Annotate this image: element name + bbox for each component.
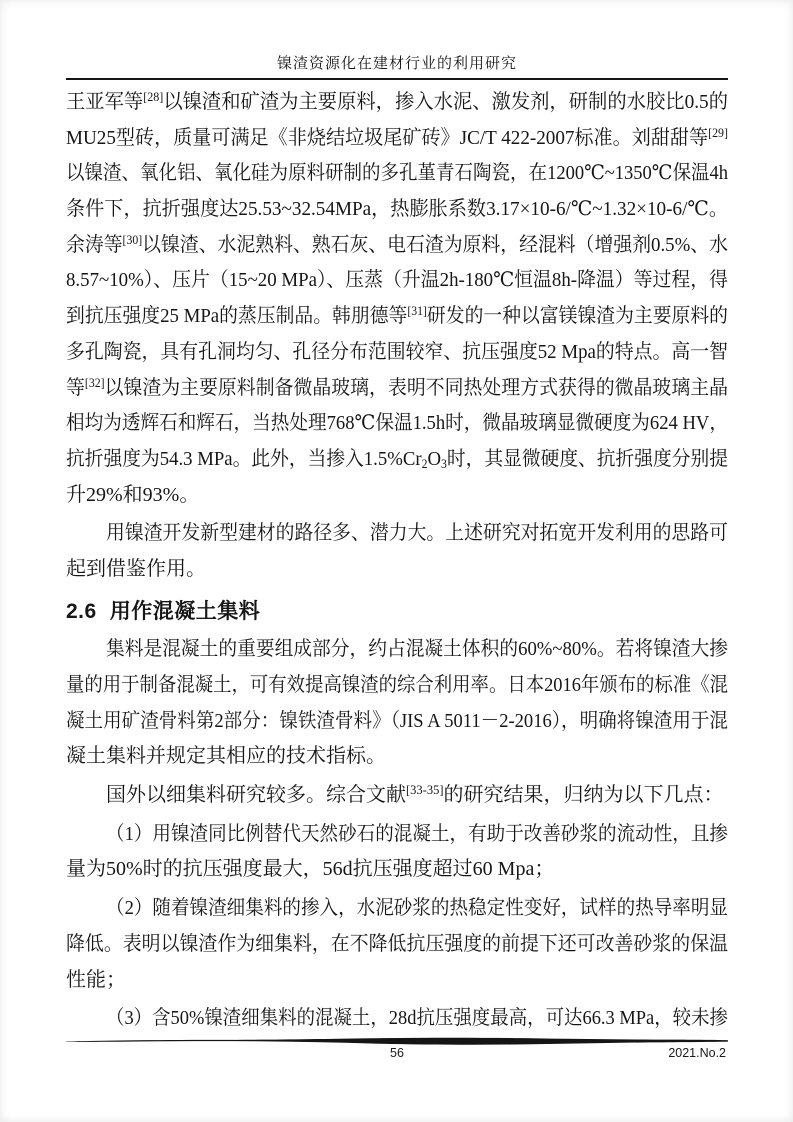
text-line (66, 817, 728, 853)
page-header (66, 52, 728, 80)
text-line (66, 778, 728, 814)
heading-number: 2.6 (66, 599, 97, 623)
text-line-content: MU25型砖，质量可满足《非烧结垃圾尾矿砖》JC/T 422-2007标准。刘甜甜等[29] (66, 125, 728, 149)
text-line (66, 963, 728, 999)
text-line (66, 121, 728, 157)
text-line-content: 起到借鉴作用。 (66, 557, 206, 580)
text-line (66, 406, 728, 442)
text-line (66, 335, 728, 371)
text-line-content: 量为50%时的抗压强度最大，56d抗压强度超过60 Mpa； (66, 858, 555, 881)
text-line (66, 632, 728, 668)
text-line-content: 条件下，抗折强度达25.53~32.54MPa，热膨胀系数3.17×10-6/℃~1.32×10-6/℃。 (66, 198, 728, 221)
text-line-content: 用镍渣开发新型建材的路径多、潜力大。上述研究对拓宽开发利用的思路可 (106, 522, 728, 545)
section-heading (66, 594, 728, 630)
issue-label: 2021.No.2 (668, 1046, 726, 1060)
text-line (66, 478, 728, 514)
text-line (66, 156, 728, 192)
paragraph (66, 516, 728, 587)
paragraph (66, 632, 728, 775)
paragraph (66, 817, 728, 888)
text-line (66, 442, 728, 478)
text-line-content: 性能； (66, 968, 126, 991)
text-line (66, 852, 728, 888)
page-number: 56 (390, 1046, 404, 1060)
text-line (66, 371, 728, 407)
text-line-content: 余涛等[30]以镍渣、水泥熟料、熟石灰、电石渣为原料，经混料（增强剂0.5%、水 (66, 232, 728, 256)
text-line (66, 739, 728, 775)
text-line (66, 192, 728, 228)
text-line (66, 516, 728, 552)
text-line-content: 升29%和93%。 (66, 483, 200, 506)
text-line-content: 凝土集料并规定其相应的技术指标。 (66, 745, 386, 768)
header-rule (66, 78, 728, 80)
heading-text: 用作混凝土集料 (109, 599, 261, 623)
text-line-content: 降低。表明以镍渣作为细集料，在不降低抗压强度的前提下还可改善砂浆的保温 (66, 932, 728, 955)
page-body (66, 85, 728, 1037)
text-line-content: 等[32]以镍渣为主要原料制备微晶玻璃，表明不同热处理方式获得的微晶玻璃主晶 (66, 375, 729, 399)
text-line-content: 到抗压强度25 MPa的蒸压制品。韩朋德等[31]研发的一种以富镁镍渣为主要原料的 (66, 304, 728, 328)
text-line-content: 抗折强度为54.3 MPa。此外，当掺入$1.5\%Cr_2O_3$时，其显微硬度、抗折强度分别提 (66, 447, 728, 471)
text-line-content: 王亚军等[28]以镍渣和矿渣为主要原料，掺入水泥、激发剂，研制的水胶比0.5的 (66, 90, 729, 113)
text-line (66, 552, 728, 588)
text-line-content: （3）含50%镍渣细集料的混凝土，28d抗压强度最高，可达66.3 MPa，较未掺 (106, 1007, 728, 1030)
tapered-rule-shape (66, 1037, 728, 1046)
text-line (66, 704, 728, 740)
text-line (66, 668, 728, 704)
text-line-content: （2）随着镍渣细集料的掺入，水泥砂浆的热稳定性变好，试样的热导率明显 (106, 897, 728, 920)
text-line-content: 8.57~10%）、压片（15~20 MPa）、压蒸（升温2h-180℃恒温8h-降温）等过程，得 (66, 269, 728, 292)
text-line-content: 多孔陶瓷，具有孔洞均匀、孔径分布范围较窄、抗压强度52 Mpa的特点。高一智 (66, 340, 728, 363)
text-line (66, 891, 728, 927)
footer-decorative-rule (66, 1037, 728, 1046)
text-line (66, 1001, 728, 1037)
paragraph (66, 85, 728, 513)
text-line-content: 集料是混凝土的重要组成部分，约占混凝土体积的60%~80%。若将镍渣大掺 (106, 638, 728, 661)
text-line-content: 以镍渣、氧化铝、氧化硅为原料研制的多孔堇青石陶瓷，在1200℃~1350℃保温4h (66, 162, 728, 185)
text-line-content: 量的用于制备混凝土，可有效提高镍渣的综合利用率。日本2016年颁布的标准《混 (66, 674, 728, 696)
text-line (66, 927, 728, 963)
paragraph (66, 778, 728, 814)
text-line-content: （1）用镍渣同比例替代天然砂石的混凝土，有助于改善砂浆的流动性，且掺 (106, 822, 728, 845)
text-line-content: 国外以细集料研究较多。综合文献[33-35]的研究结果，归纳为以下几点： (106, 783, 724, 807)
text-line-content: 凝土用矿渣骨料第2部分：镍铁渣骨料》（JIS A 5011－2-2016），明确将镍渣用于混 (66, 709, 728, 732)
text-line (66, 85, 728, 121)
text-line (66, 299, 728, 335)
paragraph (66, 1001, 728, 1037)
text-line-content: 相均为透辉石和辉石，当热处理768℃保温1.5h时，微晶玻璃显微硬度为624 HV， (66, 412, 728, 435)
running-head-title: 镍渣资源化在建材行业的利用研究 (276, 56, 517, 72)
page-footer (66, 1046, 728, 1064)
text-line (66, 263, 728, 299)
text-line (66, 228, 728, 264)
paragraph (66, 891, 728, 998)
